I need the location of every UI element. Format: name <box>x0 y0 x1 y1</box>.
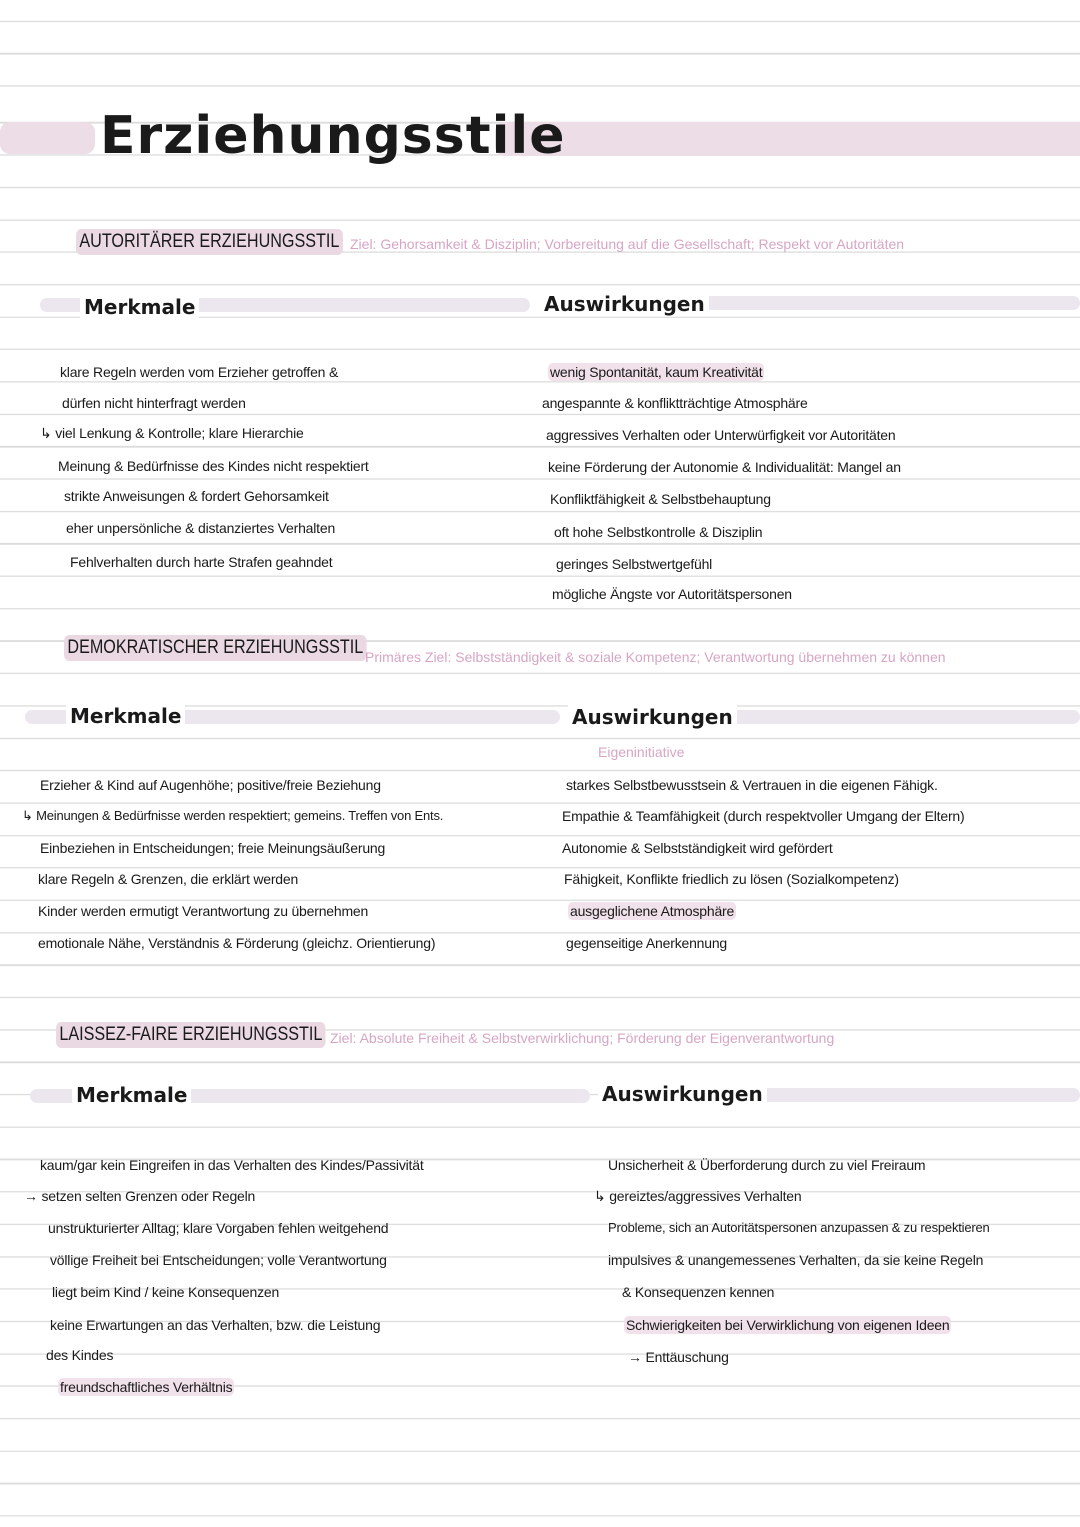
list-item: Autonomie & Selbstständigkeit wird gefördert <box>562 840 833 856</box>
subheading-bar <box>680 296 1080 310</box>
section-heading-autoritaer: AUTORITÄRER ERZIEHUNGSSTIL <box>76 229 343 255</box>
list-item: ↳ Meinungen & Bedürfnisse werden respektiert; gemeins. Treffen von Ents. <box>22 808 444 823</box>
list-item: wenig Spontanität, kaum Kreativität <box>550 364 763 380</box>
section-goal: Ziel: Absolute Freiheit & Selbstverwirklichung; Förderung der Eigenverantwortung <box>330 1030 835 1046</box>
title-highlight-bar <box>0 122 95 154</box>
list-item: strikte Anweisungen & fordert Gehorsamkeit <box>64 488 329 504</box>
list-item: Fehlverhalten durch harte Strafen geahndet <box>70 554 333 570</box>
list-item: keine Förderung der Autonomie & Individualität: Mangel an <box>548 459 901 475</box>
list-item: Schwierigkeiten bei Verwirklichung von eigenen Ideen <box>626 1317 950 1333</box>
list-item: Einbeziehen in Entscheidungen; freie Meinungsäußerung <box>40 840 386 856</box>
list-item: klare Regeln & Grenzen, die erklärt werden <box>38 871 299 887</box>
merkmale-heading: Merkmale <box>80 295 199 319</box>
section-goal: Primäres Ziel: Selbstständigkeit & soziale Kompetenz; Verantwortung übernehmen zu können <box>365 649 946 665</box>
list-item: Konfliktfähigkeit & Selbstbehauptung <box>550 491 771 507</box>
list-item: angespannte & konfliktträchtige Atmosphäre <box>542 395 808 411</box>
subheading-bar <box>710 710 1080 724</box>
list-item: geringes Selbstwertgefühl <box>556 556 713 572</box>
merkmale-heading: Merkmale <box>72 1083 191 1107</box>
list-item: emotionale Nähe, Verständnis & Förderung (gleichz. Orientierung) <box>38 935 436 951</box>
list-item: oft hohe Selbstkontrolle & Disziplin <box>554 524 763 540</box>
section-goal: Ziel: Gehorsamkeit & Disziplin; Vorbereitung auf die Gesellschaft; Respekt vor Autoritäten <box>350 236 905 252</box>
list-item: unstrukturierter Alltag; klare Vorgaben fehlen weitgehend <box>48 1220 389 1236</box>
list-item: gegenseitige Anerkennung <box>566 935 728 951</box>
list-item: Kinder werden ermutigt Verantwortung zu übernehmen <box>38 903 369 919</box>
list-item: ↳ gereiztes/aggressives Verhalten <box>594 1188 802 1204</box>
list-item: ↳ viel Lenkung & Kontrolle; klare Hierarchie <box>40 425 304 441</box>
list-item: liegt beim Kind / keine Konsequenzen <box>52 1284 280 1300</box>
list-item: impulsives & unangemessenes Verhalten, da sie keine Regeln <box>608 1252 984 1268</box>
list-item: Unsicherheit & Überforderung durch zu viel Freiraum <box>608 1157 926 1173</box>
list-item: ausgeglichene Atmosphäre <box>570 903 735 919</box>
list-item: & Konsequenzen kennen <box>622 1284 775 1300</box>
list-item: klare Regeln werden vom Erzieher getroffen & <box>60 364 339 380</box>
merkmale-heading: Merkmale <box>66 704 185 728</box>
list-item: mögliche Ängste vor Autoritätspersonen <box>552 586 792 602</box>
list-item: Empathie & Teamfähigkeit (durch respektvoller Umgang der Eltern) <box>562 808 965 824</box>
section-heading-laissez-faire: LAISSEZ-FAIRE ERZIEHUNGSSTIL <box>56 1022 326 1048</box>
list-item: aggressives Verhalten oder Unterwürfigkeit vor Autoritäten <box>546 427 896 443</box>
subheading-bar <box>740 1088 1080 1102</box>
section-heading-demokratisch: DEMOKRATISCHER ERZIEHUNGSSTIL <box>64 635 367 661</box>
annotation-note: Eigeninitiative <box>598 744 685 760</box>
auswirkungen-heading: Auswirkungen <box>568 705 737 729</box>
title-highlight-bar <box>495 122 1080 156</box>
list-item: Probleme, sich an Autoritätspersonen anzupassen & zu respektieren <box>608 1220 990 1235</box>
list-item: des Kindes <box>46 1347 114 1363</box>
page-title: Erziehungsstile <box>100 106 566 166</box>
list-item: eher unpersönliche & distanziertes Verhalten <box>66 520 336 536</box>
list-item: Meinung & Bedürfnisse des Kindes nicht respektiert <box>58 458 369 474</box>
list-item: keine Erwartungen an das Verhalten, bzw. die Leistung <box>50 1317 381 1333</box>
list-item: kaum/gar kein Eingreifen in das Verhalten des Kindes/Passivität <box>40 1157 424 1173</box>
list-item: starkes Selbstbewusstsein & Vertrauen in die eigenen Fähigk. <box>566 777 938 793</box>
auswirkungen-heading: Auswirkungen <box>540 292 709 316</box>
list-item: → Enttäuschung <box>628 1349 729 1365</box>
list-item: völlige Freiheit bei Entscheidungen; volle Verantwortung <box>50 1252 387 1268</box>
auswirkungen-heading: Auswirkungen <box>598 1082 767 1106</box>
list-item: Erzieher & Kind auf Augenhöhe; positive/freie Beziehung <box>40 777 381 793</box>
list-item: Fähigkeit, Konflikte friedlich zu lösen (Sozialkompetenz) <box>564 871 899 887</box>
list-item: freundschaftliches Verhältnis <box>60 1379 233 1395</box>
list-item: → setzen selten Grenzen oder Regeln <box>24 1188 256 1204</box>
list-item: dürfen nicht hinterfragt werden <box>62 395 246 411</box>
